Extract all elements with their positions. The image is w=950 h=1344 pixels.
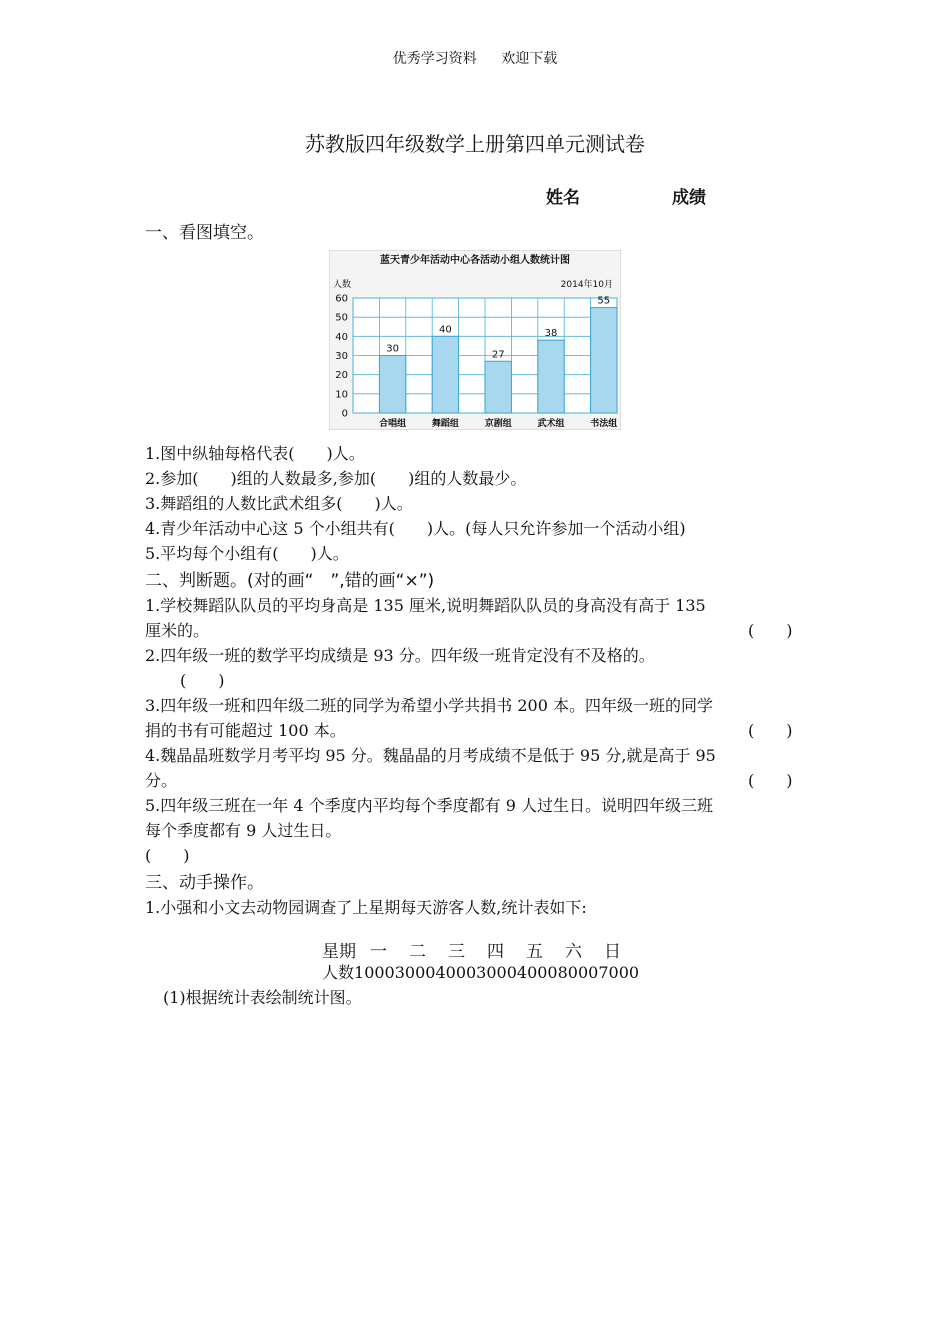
header-left-text: 优秀学习资料 — [392, 51, 477, 67]
s2-q1-line2: 厘米的。 — [145, 621, 210, 640]
bar-value-label: 40 — [439, 324, 452, 336]
bar-value-label: 27 — [491, 349, 505, 361]
x-tick-label: 舞蹈组 — [431, 419, 459, 429]
y-tick-label: 0 — [341, 408, 348, 420]
table-row-label: 人数 — [322, 963, 355, 982]
bar-chart — [329, 250, 621, 430]
bar-value-label: 38 — [544, 328, 558, 340]
table-row-weekdays — [322, 937, 624, 962]
page-title: 苏教版四年级数学上册第四单元测试卷 — [305, 132, 645, 156]
y-tick-label: 50 — [335, 312, 348, 324]
s2-q5-answer[interactable]: ( ) — [145, 846, 190, 865]
header-right-text: 欢迎下载 — [501, 51, 558, 67]
y-tick-label: 60 — [335, 293, 348, 305]
bar-京剧组 — [485, 361, 511, 413]
s2-q3-line1: 3.四年级一班和四年级二班的同学为希望小学共捐书 200 本。四年级一班的同学 — [145, 696, 713, 715]
table-cell: 四 — [487, 942, 504, 962]
s2-q4-line2: 分。 — [145, 771, 178, 790]
table-cell: 一 — [370, 942, 387, 962]
s1-question-3: 3.舞蹈组的人数比武术组多( )人。 — [145, 494, 413, 513]
page-header — [0, 48, 950, 68]
table-cell: 日 — [604, 942, 621, 962]
bar-舞蹈组 — [432, 336, 458, 413]
s2-q4-answer[interactable]: ( ) — [748, 771, 793, 790]
table-cell: 六 — [565, 942, 582, 962]
table-cell: 三 — [448, 942, 465, 962]
s1-question-1: 1.图中纵轴每格代表( )人。 — [145, 444, 365, 463]
section3-heading: 三、动手操作。 — [145, 873, 264, 893]
bar-合唱组 — [379, 356, 405, 414]
chart-title: 蓝天青少年活动中心各活动小组人数统计图 — [380, 255, 570, 266]
s2-q5-line1: 5.四年级三班在一年 4 个季度内平均每个季度都有 9 人过生日。说明四年级三班 — [145, 796, 713, 815]
bar-书法组 — [591, 308, 617, 413]
table-row-values: 1000300040003000400080007000 — [354, 963, 640, 982]
s2-q4-line1: 4.魏晶晶班数学月考平均 95 分。魏晶晶的月考成绩不是低于 95 分,就是高于 95 — [145, 746, 716, 765]
x-tick-label: 京剧组 — [484, 419, 512, 429]
s2-q1-answer[interactable]: ( ) — [748, 621, 793, 640]
s2-q5-line2: 每个季度都有 9 人过生日。 — [145, 821, 342, 840]
s3-sub-1: (1)根据统计表绘制统计图。 — [163, 988, 362, 1007]
bar-value-label: 55 — [597, 295, 611, 307]
bar-chart-svg — [329, 250, 621, 430]
y-tick-label: 40 — [335, 331, 348, 343]
s2-q1-line1: 1.学校舞蹈队队员的平均身高是 135 厘米,说明舞蹈队队员的身高没有高于 135 — [145, 596, 706, 615]
name-label: 姓名 — [546, 188, 580, 208]
s3-question-1: 1.小强和小文去动物园调查了上星期每天游客人数,统计表如下: — [145, 898, 587, 917]
chart-ylabel: 人数 — [333, 280, 352, 290]
s2-q2-line1: 2.四年级一班的数学平均成绩是 93 分。四年级一班肯定没有不及格的。 — [145, 646, 655, 665]
s2-q3-line2: 捐的书有可能超过 100 本。 — [145, 721, 346, 740]
s2-q2-answer[interactable]: ( ) — [180, 671, 225, 690]
table-cell: 五 — [526, 942, 543, 962]
y-tick-label: 20 — [335, 370, 348, 382]
s2-q3-answer[interactable]: ( ) — [748, 721, 793, 740]
s1-question-4: 4.青少年活动中心这 5 个小组共有( )人。(每人只允许参加一个活动小组) — [145, 519, 686, 538]
table-cell: 星期 — [322, 942, 356, 962]
table-cell: 二 — [409, 942, 426, 962]
y-tick-label: 10 — [335, 389, 348, 401]
s1-question-2: 2.参加( )组的人数最多,参加( )组的人数最少。 — [145, 469, 527, 488]
s1-question-5: 5.平均每个小组有( )人。 — [145, 544, 349, 563]
chart-subtitle: 2014年10月 — [560, 280, 613, 290]
section1-heading: 一、看图填空。 — [145, 223, 264, 243]
score-label: 成绩 — [672, 188, 706, 208]
bar-value-label: 30 — [386, 343, 399, 355]
bar-武术组 — [538, 340, 564, 413]
x-tick-label: 武术组 — [537, 419, 565, 429]
table-row-visitors — [322, 960, 639, 983]
y-tick-label: 30 — [335, 351, 348, 362]
section2-heading: 二、判断题。(对的画“ ”,错的画“×”) — [145, 571, 435, 591]
x-tick-label: 合唱组 — [379, 419, 407, 429]
x-tick-label: 书法组 — [590, 419, 618, 429]
